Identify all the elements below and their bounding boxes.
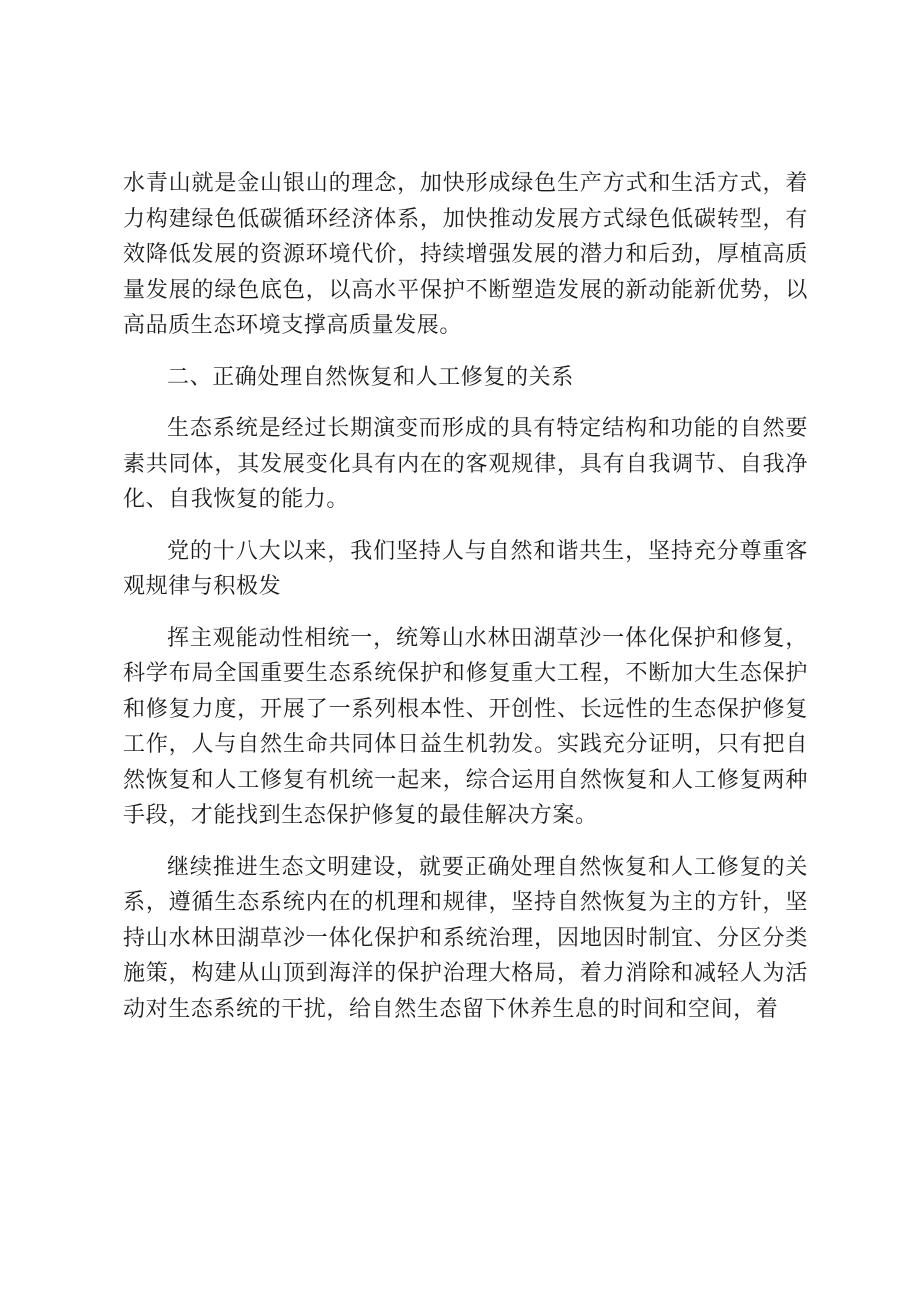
document-body <box>123 166 808 1027</box>
paragraph-since-18th-second: 挥主观能动性相统一，统筹山水林田湖草沙一体化保护和修复，科学布局全国重要生态系统保护和修复重大工程，不断加大生态保护和修复力度，开展了一系列根本性、开创性、长远性的生态保护修复工作，人与自然生命共同体日益生机勃发。实践充分证明，只有把自然恢复和人工修复有机统一起来，综合运用自然恢复和人工修复两种手段，才能找到生态保护修复的最佳解决方案。 <box>123 625 808 828</box>
paragraph-since-18th-first: 党的十八大以来，我们坚持人与自然和谐共生，坚持充分尊重客观规律与积极发 <box>123 538 808 599</box>
paragraph-continue-promoting: 继续推进生态文明建设，就要正确处理自然恢复和人工修复的关系，遵循生态系统内在的机理和规律，坚持自然恢复为主的方针，坚持山水林田湖草沙一体化保护和系统治理，因地因时制宜、分区分类施策，构建从山顶到海洋的保护治理大格局，着力消除和减轻人为活动对生态系统的干扰，给自然生态留下休养生息的时间和空间，着 <box>123 854 808 1022</box>
section-heading: 二、正确处理自然恢复和人工修复的关系 <box>167 364 574 390</box>
paragraph-ecosystem: 生态系统是经过长期演变而形成的具有特定结构和功能的自然要素共同体，其发展变化具有内在的客观规律，具有自我调节、自我净化、自我恢复的能力。 <box>123 416 808 512</box>
paragraph-continuation: 水青山就是金山银山的理念，加快形成绿色生产方式和生活方式，着力构建绿色低碳循环经济体系，加快推动发展方式绿色低碳转型，有效降低发展的资源环境代价，持续增强发展的潜力和后劲，厚植高质量发展的绿色底色，以高水平保护不断塑造发展的新动能新优势，以高品质生态环境支撑高质量发展。 <box>123 171 808 338</box>
